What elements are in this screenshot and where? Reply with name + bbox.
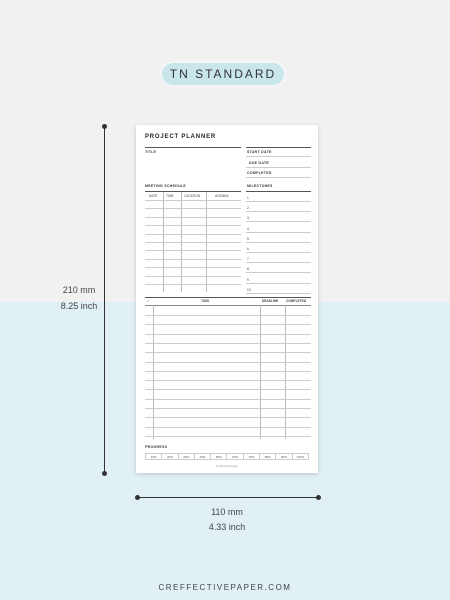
height-dimension-bottom-dot: [102, 471, 107, 476]
task-header-rule: [145, 297, 311, 298]
milestone-line: [246, 201, 311, 202]
website-url[interactable]: CREFFECTIVEPAPER.COM: [158, 583, 292, 592]
milestone-line: [246, 211, 311, 212]
milestone-number: 5.: [247, 236, 250, 241]
milestone-line: [246, 242, 311, 243]
milestones-label: MILESTONES: [247, 184, 273, 188]
milestone-number: 2.: [247, 206, 250, 211]
due-date-label: DUE DATE: [249, 161, 270, 165]
meeting-row-line: [145, 259, 241, 260]
task-row-line: [145, 436, 311, 437]
meeting-col-time: TIME: [166, 194, 174, 198]
completed-date-label: COMPLETED: [247, 171, 272, 175]
task-row-line: [145, 408, 311, 409]
task-row-line: [145, 417, 311, 418]
meeting-col-date: DATE: [149, 194, 158, 198]
task-row-line: [145, 324, 311, 325]
meeting-schedule-rule: [145, 191, 241, 192]
task-row-line: [145, 352, 311, 353]
progress-step: 50%: [211, 454, 227, 459]
completed-date-line: [246, 177, 311, 178]
planner-title: PROJECT PLANNER: [145, 134, 217, 140]
progress-step: 100%: [296, 455, 305, 459]
meeting-row-line: [145, 200, 241, 201]
milestone-line: [246, 252, 311, 253]
progress-step: 90%: [276, 454, 292, 459]
width-inch-label: 4.33 inch: [208, 522, 246, 532]
milestone-number: 9.: [247, 277, 250, 282]
progress-step: 20%: [162, 454, 178, 459]
task-col-deadline: DEADLINE: [262, 299, 279, 303]
dates-rule: [246, 147, 311, 148]
milestone-number: 6.: [247, 247, 250, 251]
width-mm-label: 110 mm: [211, 507, 243, 517]
task-row-line: [145, 389, 311, 390]
meeting-row-line: [145, 208, 241, 209]
milestone-line: [246, 293, 311, 294]
meeting-row-line: [145, 234, 241, 235]
task-col-task: TASK: [201, 299, 210, 303]
meeting-col-agenda: AGENDA: [215, 194, 229, 198]
task-row-line: [145, 380, 311, 381]
progress-step: 70%: [244, 454, 260, 459]
meeting-row-line: [145, 225, 241, 226]
width-dimension-line: [137, 497, 318, 498]
progress-label: PROGRESS: [145, 445, 168, 449]
start-date-line: [246, 156, 311, 157]
width-dimension-right-dot: [316, 495, 321, 500]
milestone-number: 8.: [247, 267, 250, 272]
task-row-line: [145, 371, 311, 372]
meeting-row-line: [145, 217, 241, 218]
meeting-row-line: [145, 267, 241, 268]
milestone-number: 10.: [247, 287, 252, 292]
progress-step: 30%: [179, 454, 195, 459]
milestone-line: [246, 272, 311, 273]
task-col-completed: COMPLETED: [286, 299, 307, 303]
meeting-col-location: LOCATION: [184, 194, 201, 198]
task-row-line: [145, 334, 311, 335]
height-mm-label: 210 mm: [62, 285, 96, 295]
planner-footer: CreffectivePaper: [215, 464, 239, 468]
progress-step: 60%: [227, 454, 243, 459]
milestone-number: 4.: [247, 226, 250, 231]
task-col-check: ✓: [147, 299, 150, 303]
height-dimension-line: [104, 126, 105, 474]
start-date-label: START DATE: [247, 150, 272, 154]
milestones-rule: [246, 191, 311, 192]
width-dimension-left-dot: [135, 495, 140, 500]
milestone-line: [246, 232, 311, 233]
meeting-row-line: [145, 284, 241, 285]
title-rule: [145, 147, 241, 148]
progress-tracker: [145, 453, 309, 460]
task-row-line: [145, 399, 311, 400]
title-label: TITLE: [145, 150, 157, 154]
task-row-line: [145, 427, 311, 428]
milestone-number: 7.: [247, 257, 250, 262]
due-date-line: [246, 167, 311, 168]
task-header-bottom-rule: [145, 305, 311, 306]
task-row-line: [145, 315, 311, 316]
meeting-row-line: [145, 276, 241, 277]
milestone-number: 1.: [247, 196, 250, 200]
milestone-line: [246, 283, 311, 284]
height-dimension-top-dot: [102, 124, 107, 129]
milestone-line: [246, 221, 311, 222]
meeting-schedule-label: MEETING SCHEDULE: [145, 184, 186, 188]
height-inch-label: 8.25 inch: [60, 301, 98, 311]
milestone-line: [246, 262, 311, 263]
progress-step: 10%: [146, 454, 162, 459]
progress-step: 40%: [195, 454, 211, 459]
task-row-line: [145, 343, 311, 344]
milestone-number: 3.: [247, 216, 250, 221]
progress-step: 80%: [260, 454, 276, 459]
meeting-row-line: [145, 250, 241, 251]
size-badge: TN STANDARD: [162, 63, 284, 85]
planner-page: [136, 125, 318, 473]
meeting-row-line: [145, 242, 241, 243]
task-row-line: [145, 362, 311, 363]
